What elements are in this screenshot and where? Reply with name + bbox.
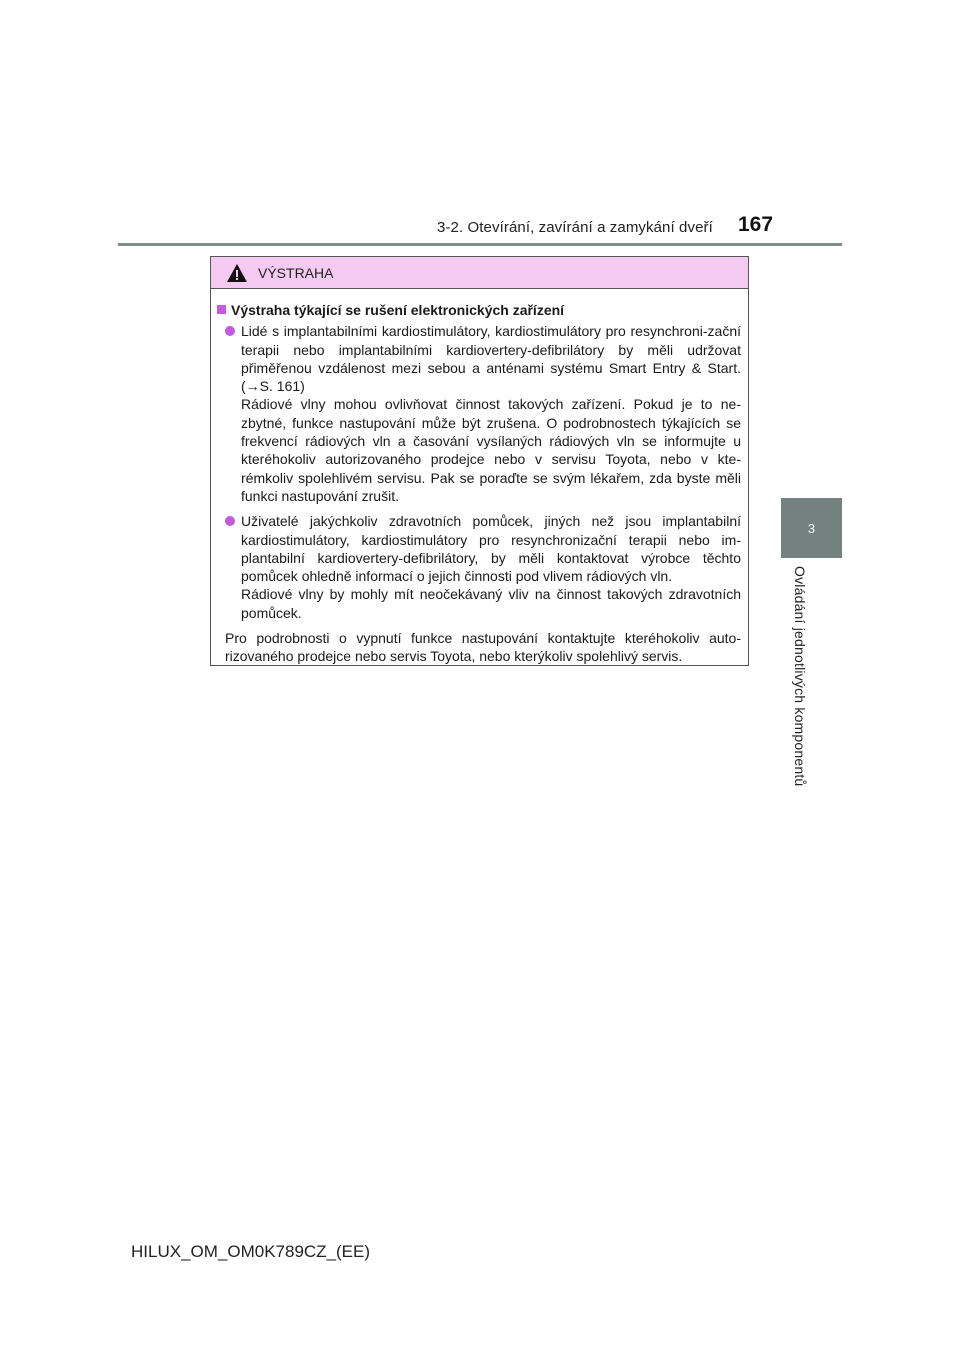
list-item [225, 322, 741, 505]
warning-box [210, 256, 749, 666]
warning-title: VÝSTRAHA [258, 264, 334, 281]
chapter-tab [781, 498, 842, 558]
round-bullet-icon [225, 326, 235, 336]
list-item [225, 512, 741, 622]
bullet-paragraph: Rádiové vlny by mohly mít neočekávaný vliv na činnost takových zdravotních pomůcek. [241, 586, 741, 621]
warning-header [211, 257, 748, 289]
warning-topic-text: Výstraha týkající se rušení elektronických zařízení [231, 302, 565, 318]
chapter-caption: Ovládání jednotlivých komponentů [792, 566, 808, 787]
closing-paragraph: Pro podrobnosti o vypnutí funkce nastupování kontaktujte kteréhokoliv auto-rizovaného prodejce nebo servis Toyota, nebo kterýkoliv spolehlivý servis. [225, 630, 741, 665]
document-code: HILUX_OM_OM0K789CZ_(EE) [131, 1242, 371, 1261]
warning-body [211, 289, 748, 666]
chapter-number: 3 [807, 520, 816, 536]
header-divider [118, 243, 842, 246]
section-title: 3-2. Otevírání, zavírání a zamykání dveří [437, 219, 713, 236]
square-bullet-icon [217, 305, 226, 314]
page-number: 167 [738, 213, 774, 236]
bullet-paragraph: Uživatelé jakýchkoliv zdravotních pomůcek, jiných než jsou implantabilní kardiostimulátory, kardiostimulátory pro resynchronizační terapii nebo im-plantabilní kardiovertery-defibrilátory, by měli kontaktovat výrobce těchto pomůcek ohledně informací o jejich činnosti pod vlivem rádiových vln. [241, 513, 741, 585]
round-bullet-icon [225, 516, 235, 526]
bullet-paragraph: Lidé s implantabilními kardiostimulátory, kardiostimulátory pro resynchroni-zační terapii nebo implantabilními kardiovertery-defibrilátory by měli udržovat přiměřenou vzdálenost mezi sebou a anténami systému Smart Entry & Start. (→S. 161) [241, 323, 741, 395]
warning-triangle-icon [226, 263, 248, 283]
bullet-paragraph: Rádiové vlny mohou ovlivňovat činnost takových zařízení. Pokud je to ne-zbytné, funkce nastupování může být zrušena. O podrobnostech týkajících se frekvencí rádiových vln a časování vysílaných rádiových vln se informujte u kteréhokoliv autorizovaného prodejce nebo v servisu Toyota, nebo v kte-rémkoliv spolehlivém servisu. Pak se poraďte se svým lékařem, zda byste měli funkci nastupování zrušit. [241, 396, 741, 504]
warning-topic [217, 301, 741, 319]
